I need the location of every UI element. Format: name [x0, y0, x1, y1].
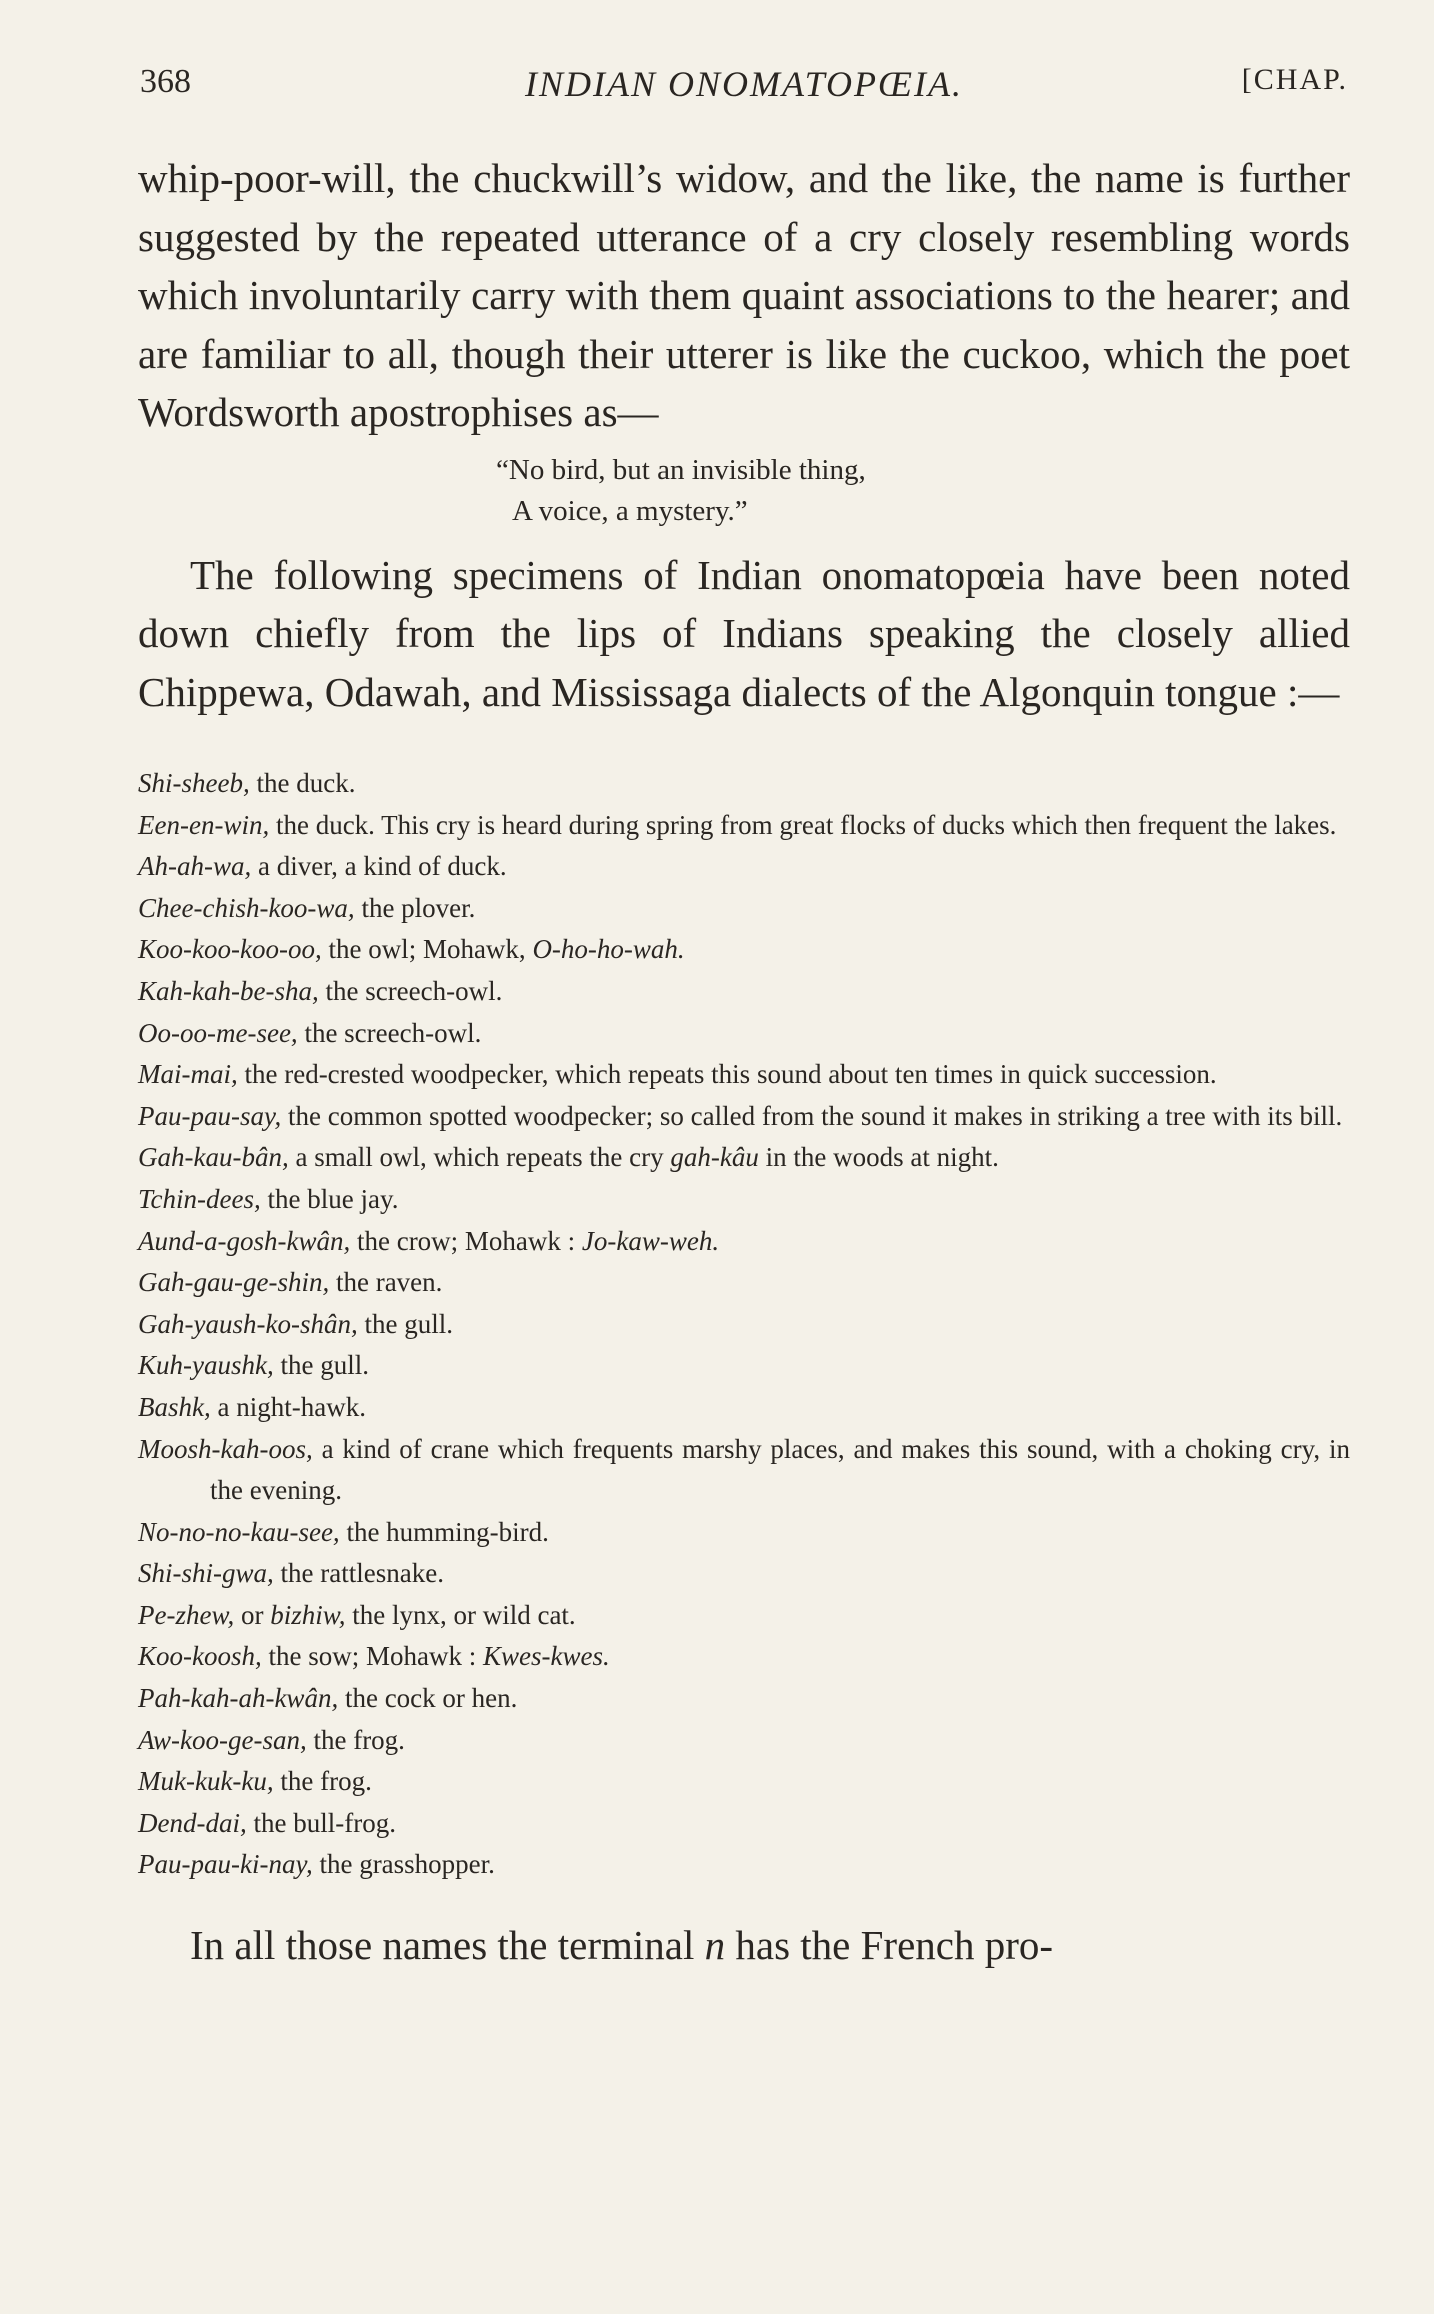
specimen-term: Muk-kuk-ku,: [138, 1766, 274, 1797]
specimen-term: Kah-kah-be-sha,: [138, 975, 319, 1006]
specimen-gloss: the frog.: [273, 1766, 372, 1797]
specimen-term: gah-kâu: [670, 1142, 759, 1173]
specimen-entry: [138, 1345, 1350, 1387]
specimen-term: Moosh-kah-oos,: [138, 1433, 313, 1464]
specimen-gloss: the lynx, or wild cat.: [345, 1599, 576, 1630]
specimen-entry: [138, 1553, 1350, 1595]
specimen-term: No-no-no-kau-see,: [138, 1516, 340, 1547]
running-title: INDIAN ONOMATOPŒIA.: [525, 64, 963, 104]
paragraph-3-italic: n: [704, 1922, 726, 1969]
specimen-gloss: the sow; Mohawk :: [261, 1641, 483, 1672]
paragraph-1: whip-poor-will, the chuckwill’s widow, and the like, the name is further suggested by the repeated utterance of a cry closely resembling words which involuntarily carry with them quaint associations to the hearer; and are familiar to all, though their utterer is like the cuckoo, which the poet Wordsworth apostrophises as—: [138, 155, 1350, 435]
specimen-entry: [138, 1262, 1350, 1304]
specimen-term: O-ho-ho-wah.: [532, 934, 685, 965]
specimen-term: Gah-kau-bân,: [138, 1142, 289, 1173]
specimen-gloss: the raven.: [329, 1267, 443, 1298]
specimen-gloss: the red-crested woodpecker, which repeats this sound about ten times in quick succession.: [237, 1059, 1217, 1090]
specimen-gloss: a diver, a kind of duck.: [251, 851, 507, 882]
specimen-gloss: the screech-owl.: [297, 1017, 482, 1048]
specimen-term: Bashk,: [138, 1391, 211, 1422]
specimen-gloss: the humming-bird.: [339, 1516, 549, 1547]
specimen-entry: [138, 888, 1350, 930]
specimen-term: Gah-gau-ge-shin,: [138, 1267, 330, 1298]
chapter-marker: [CHAP.: [1241, 63, 1348, 96]
wordsworth-quote: [496, 450, 1350, 532]
specimen-gloss: the screech-owl.: [318, 975, 503, 1006]
page-number: 368: [140, 63, 191, 100]
specimen-entry: [138, 1678, 1350, 1720]
specimen-gloss: the common spotted woodpecker; so called from the sound it makes in striking a tree with its bill.: [281, 1100, 1343, 1131]
specimen-term: bizhiw,: [270, 1599, 346, 1630]
specimen-term: Koo-koo-koo-oo,: [138, 934, 322, 965]
specimen-gloss: the duck.: [249, 768, 356, 798]
specimen-entry: [138, 805, 1350, 847]
specimen-gloss: a kind of crane which frequents marshy places, and makes this sound, with a choking cry, in the evening.: [210, 1433, 1350, 1506]
specimen-gloss: the duck. This cry is heard during spring from great flocks of ducks which then frequent the lakes.: [269, 809, 1337, 840]
specimen-term: Kuh-yaushk,: [138, 1350, 274, 1381]
specimen-term: Een-en-win,: [138, 809, 270, 840]
book-page: [138, 55, 1350, 1975]
quote-line-2: A voice, a mystery.”: [512, 494, 748, 527]
specimen-term: Aw-koo-ge-san,: [138, 1724, 307, 1755]
specimen-term: Kwes-kwes.: [482, 1641, 610, 1672]
specimen-entry: [138, 1221, 1350, 1263]
paragraph-3-before: In all those names the terminal: [190, 1922, 705, 1969]
specimen-entry: [138, 1720, 1350, 1762]
specimen-term: Pau-pau-ki-nay,: [138, 1849, 313, 1880]
specimen-term: Koo-koosh,: [138, 1641, 262, 1672]
specimen-entry: [138, 1013, 1350, 1055]
specimen-gloss: the grasshopper.: [312, 1849, 495, 1880]
specimen-term: Gah-yaush-ko-shân,: [138, 1308, 358, 1339]
specimen-gloss: the plover.: [354, 892, 476, 923]
specimen-term: Shi-sheeb,: [138, 768, 250, 798]
specimen-term: Pau-pau-say,: [138, 1100, 282, 1131]
specimen-entry: [138, 1429, 1350, 1512]
specimen-entry: [138, 1137, 1350, 1179]
specimen-entry: [138, 846, 1350, 888]
specimen-entry: [138, 1179, 1350, 1221]
paragraph-2-text: The following specimens of Indian onomatopœia have been noted down chiefly from the lips of Indians speaking the closely allied Chippewa, Odawah, and Mississaga dialects of the Algonquin tongue :—: [138, 551, 1350, 715]
specimen-gloss: in the woods at night.: [758, 1142, 999, 1173]
specimen-gloss: a night-hawk.: [210, 1391, 366, 1422]
specimen-entry: [138, 1054, 1350, 1096]
specimen-gloss: the crow; Mohawk :: [350, 1225, 582, 1256]
specimen-gloss: the blue jay.: [260, 1183, 399, 1214]
specimen-entry: [138, 1803, 1350, 1845]
specimen-entry: [138, 1636, 1350, 1678]
specimen-entry: [138, 1387, 1350, 1429]
specimen-entry: [138, 971, 1350, 1013]
specimen-entry: [138, 1595, 1350, 1637]
paragraph-3: [138, 1916, 1350, 1975]
specimen-term: Dend-dai,: [138, 1807, 247, 1838]
specimen-term: Chee-chish-koo-wa,: [138, 892, 355, 923]
specimen-entry: [138, 1304, 1350, 1346]
specimen-list: [138, 763, 1350, 1886]
specimen-entry: [138, 929, 1350, 971]
specimen-entry: [138, 1512, 1350, 1554]
specimen-gloss: a small owl, which repeats the cry: [288, 1142, 671, 1173]
specimen-entry: [138, 1096, 1350, 1138]
specimen-entry: [138, 763, 1350, 805]
specimen-term: Pah-kah-ah-kwân,: [138, 1683, 339, 1714]
quote-line-1: “No bird, but an invisible thing,: [496, 453, 866, 486]
specimen-term: Aund-a-gosh-kwân,: [138, 1225, 351, 1256]
specimen-term: Ah-ah-wa,: [138, 851, 252, 882]
specimen-term: Oo-oo-me-see,: [138, 1017, 298, 1048]
paragraph-3-after: has the French pro-: [725, 1922, 1054, 1969]
specimen-gloss: the gull.: [357, 1308, 453, 1339]
specimen-gloss: the frog.: [306, 1724, 405, 1755]
running-head: [138, 55, 1350, 115]
specimen-gloss: the bull-frog.: [246, 1807, 396, 1838]
specimen-gloss: the cock or hen.: [338, 1683, 518, 1714]
specimen-gloss: the gull.: [273, 1350, 369, 1381]
specimen-term: Pe-zhew,: [138, 1599, 235, 1630]
specimen-entry: [138, 1844, 1350, 1886]
specimen-term: Jo-kaw-weh.: [581, 1225, 720, 1256]
specimen-entry: [138, 1761, 1350, 1803]
specimen-gloss: the rattlesnake.: [273, 1558, 444, 1589]
specimen-gloss: or: [234, 1599, 271, 1630]
specimen-gloss: the owl; Mohawk,: [321, 934, 533, 965]
specimen-term: Shi-shi-gwa,: [138, 1558, 274, 1589]
specimen-term: Tchin-dees,: [138, 1183, 261, 1214]
specimen-term: Mai-mai,: [138, 1059, 238, 1090]
paragraph-2: [138, 546, 1350, 722]
